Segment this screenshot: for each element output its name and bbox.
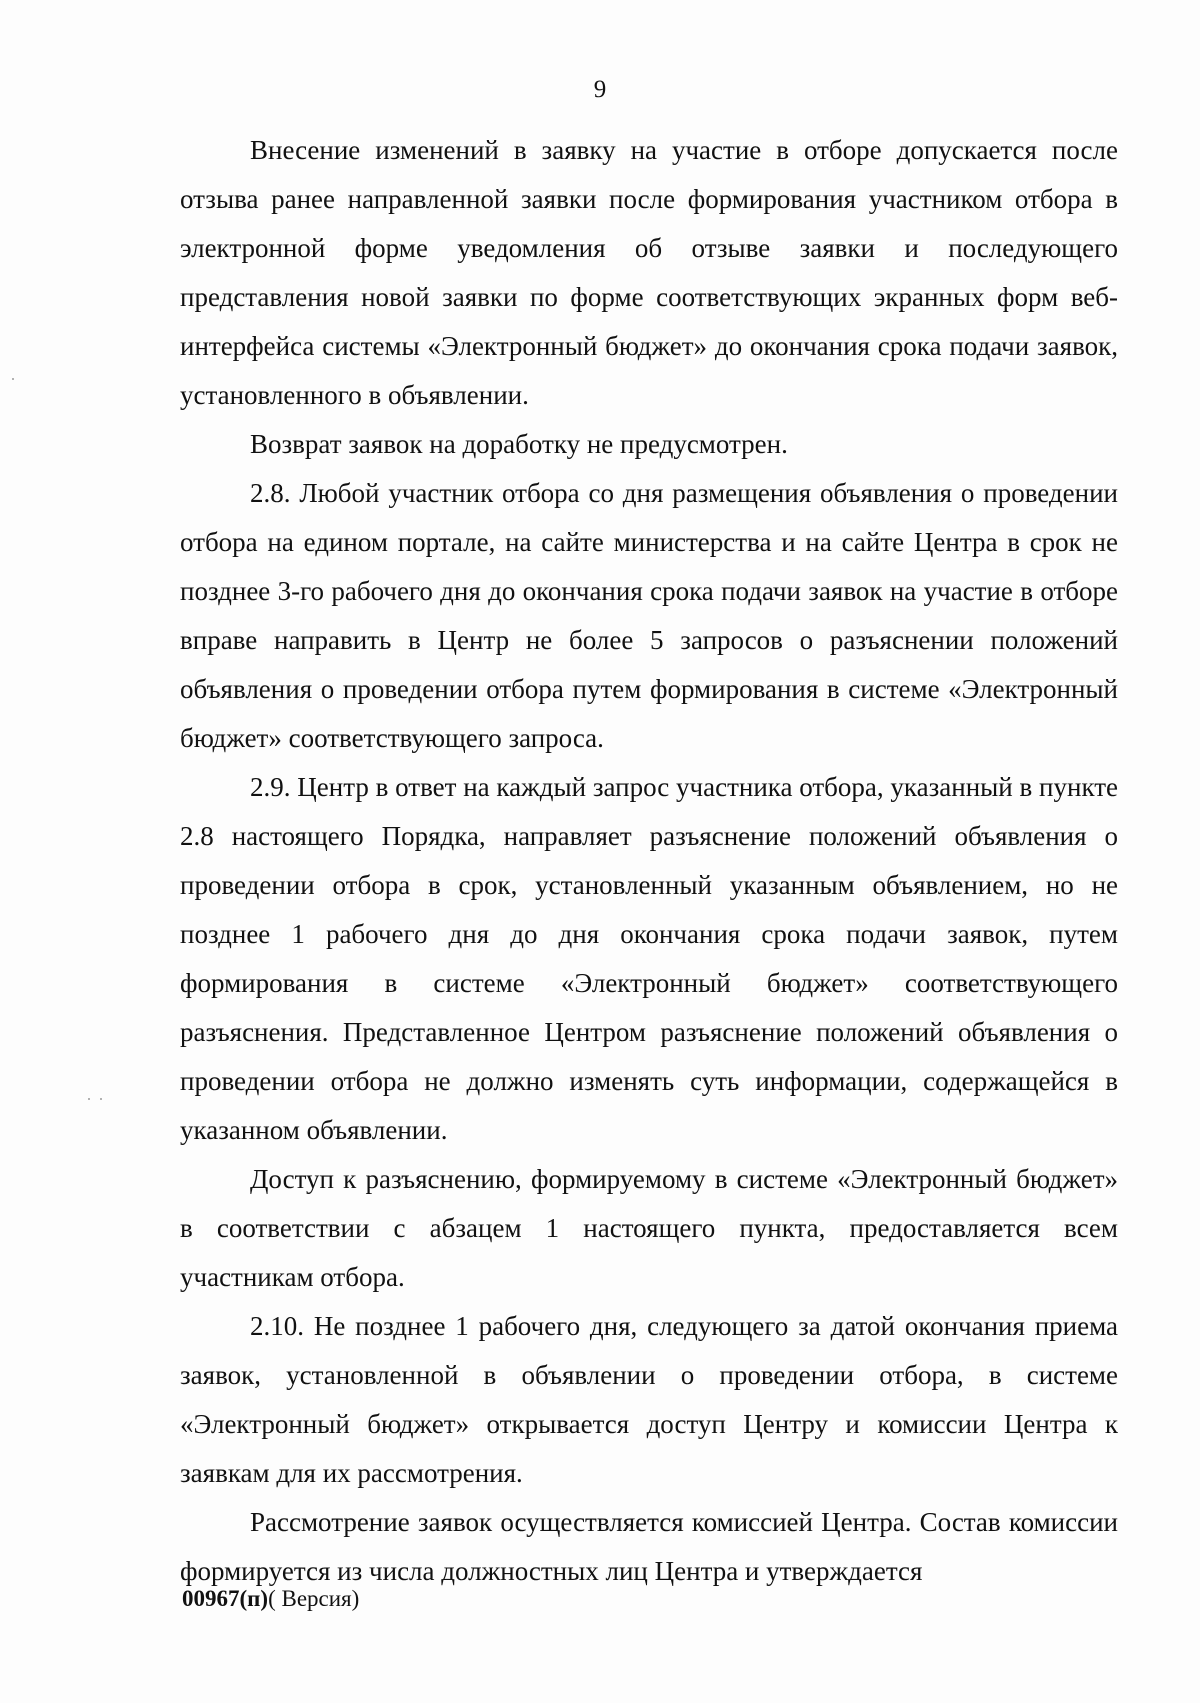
document-code-number: 00967(п) xyxy=(182,1586,269,1611)
paragraph-commission: Рассмотрение заявок осуществляется комиссией Центра. Состав комиссии формируется из числа должностных лиц Центра и утверждается xyxy=(180,1507,1118,1586)
document-body xyxy=(180,126,1118,1596)
paragraph-2-9: 2.9. Центр в ответ на каждый запрос участника отбора, указанный в пункте 2.8 настоящего Порядка, направляет разъяснение положений объявления о проведении отбора в срок, установленный указанным объявлением, но не позднее 1 рабочего дня до дня окончания срока подачи заявок, путем формирования в системе «Электронный бюджет» соответствующего разъяснения. Представленное Центром разъяснение положений объявления о проведении отбора не должно изменять суть информации, содержащейся в указанном объявлении. xyxy=(180,772,1118,1145)
page-number: 9 xyxy=(593,76,607,103)
scan-artifact xyxy=(88,1098,90,1100)
scan-artifact xyxy=(100,1098,102,1100)
paragraph-2-8: 2.8. Любой участник отбора со дня размещения объявления о проведении отбора на едином портале, на сайте министерства и на сайте Центра в срок не позднее 3-го рабочего дня до окончания срока подачи заявок на участие в отборе вправе направить в Центр не более 5 запросов о разъяснении положений объявления о проведении отбора путем формирования в системе «Электронный бюджет» соответствующего запроса. xyxy=(180,478,1118,753)
paragraph-no-return: Возврат заявок на доработку не предусмотрен. xyxy=(250,429,788,459)
paragraph-clarification-access: Доступ к разъяснению, формируемому в системе «Электронный бюджет» в соответствии с абзацем 1 настоящего пункта, предоставляется всем участникам отбора. xyxy=(180,1164,1118,1292)
paragraph-application-changes: Внесение изменений в заявку на участие в отборе допускается после отзыва ранее направленной заявки после формирования участником отбора в электронной форме уведомления об отзыве заявки и последующего представления новой заявки по форме соответствующих экранных форм веб-интерфейса системы «Электронный бюджет» до окончания срока подачи заявок, установленного в объявлении. xyxy=(180,135,1118,410)
document-version-label: ( Версия) xyxy=(268,1586,360,1611)
paragraph-2-10: 2.10. Не позднее 1 рабочего дня, следующего за датой окончания приема заявок, установленной в объявлении о проведении отбора, в системе «Электронный бюджет» открывается доступ Центру и комиссии Центра к заявкам для их рассмотрения. xyxy=(180,1311,1118,1488)
document-code xyxy=(182,1586,359,1612)
scan-artifact xyxy=(12,378,14,380)
